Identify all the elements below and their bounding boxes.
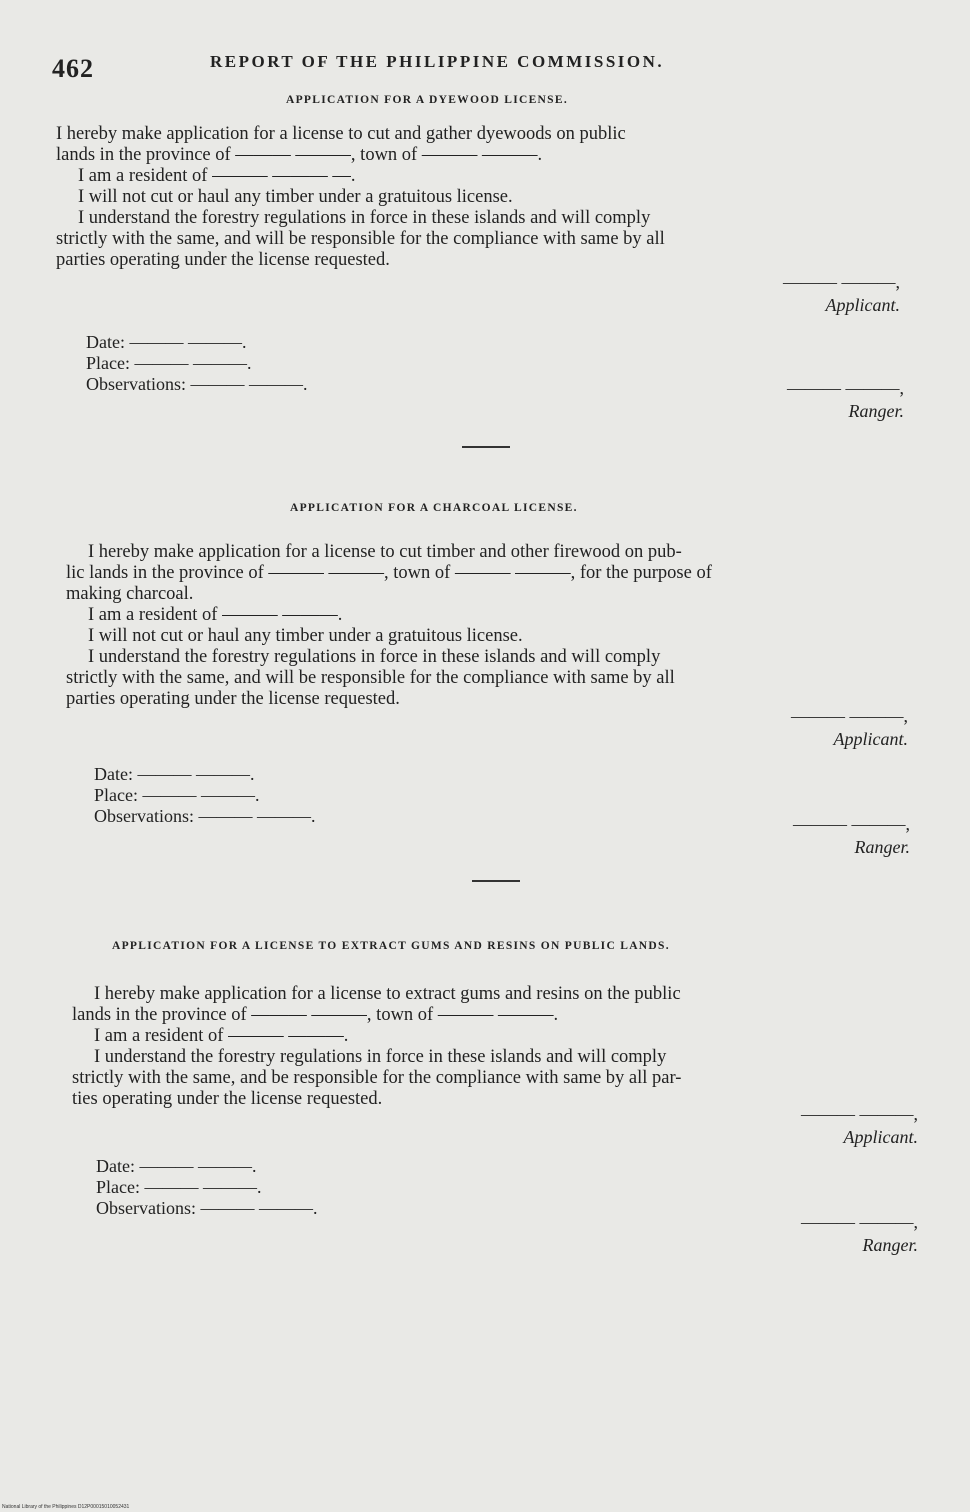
ranger-label: Ranger. xyxy=(854,837,910,857)
applicant-signature xyxy=(801,1104,918,1148)
ranger-signature xyxy=(787,378,904,422)
applicant-blank: ——— ———, xyxy=(783,272,900,292)
section-divider xyxy=(472,880,520,882)
section-body xyxy=(66,542,928,710)
body-line: I hereby make application for a license to extract gums and resins on the public xyxy=(94,984,681,1004)
scan-footer: National Library of the Philippines D12P00015010052431 xyxy=(2,1504,130,1510)
body-line: parties operating under the license requested. xyxy=(56,250,390,270)
place-field: Place: ——— ———. xyxy=(96,1177,262,1197)
page-header xyxy=(52,48,772,88)
body-line: I will not cut or haul any timber under a gratuitous license. xyxy=(88,626,523,646)
date-field: Date: ——— ———. xyxy=(96,1156,257,1176)
ranger-blank: ——— ———, xyxy=(787,378,904,398)
body-line: ties operating under the license requested. xyxy=(72,1089,383,1109)
body-line: I hereby make application for a license to cut and gather dyewoods on public xyxy=(56,124,626,144)
body-line: I understand the forestry regulations in force in these islands and will comply xyxy=(78,208,651,228)
section-body xyxy=(72,984,936,1110)
body-line: making charcoal. xyxy=(66,584,194,604)
ranger-signature xyxy=(801,1212,918,1256)
section-body xyxy=(56,124,918,271)
body-line: I am a resident of ——— ———. xyxy=(88,605,343,625)
body-line: strictly with the same, and will be responsible for the compliance with same by all xyxy=(56,229,665,249)
observations-field: Observations: ——— ———. xyxy=(86,374,308,394)
applicant-signature xyxy=(791,706,908,750)
body-line: I hereby make application for a license to cut timber and other firewood on pub- xyxy=(88,542,682,562)
section-title: APPLICATION FOR A DYEWOOD LICENSE. xyxy=(286,94,569,106)
page-number: 462 xyxy=(52,54,94,83)
ranger-label: Ranger. xyxy=(848,401,904,421)
ranger-blank: ——— ———, xyxy=(793,814,910,834)
applicant-signature xyxy=(783,272,900,316)
place-field: Place: ——— ———. xyxy=(86,353,252,373)
applicant-label: Applicant. xyxy=(843,1127,918,1147)
observations-field: Observations: ——— ———. xyxy=(96,1198,318,1218)
body-line: parties operating under the license requested. xyxy=(66,689,400,709)
observations-field: Observations: ——— ———. xyxy=(94,806,316,826)
body-line: lands in the province of ——— ———, town of ——— ———. xyxy=(72,1005,559,1025)
section-divider xyxy=(462,446,510,448)
applicant-label: Applicant. xyxy=(825,295,900,315)
body-line: I understand the forestry regulations in force in these islands and will comply xyxy=(94,1047,667,1067)
date-field: Date: ——— ———. xyxy=(86,332,247,352)
body-line: I understand the forestry regulations in force in these islands and will comply xyxy=(88,647,661,667)
body-line: strictly with the same, and be responsible for the compliance with same by all par- xyxy=(72,1068,682,1088)
applicant-blank: ——— ———, xyxy=(791,706,908,726)
ranger-blank: ——— ———, xyxy=(801,1212,918,1232)
running-title: REPORT OF THE PHILIPPINE COMMISSION. xyxy=(210,52,665,71)
body-line: I am a resident of ——— ——— —. xyxy=(78,166,356,186)
applicant-label: Applicant. xyxy=(833,729,908,749)
section-title: APPLICATION FOR A CHARCOAL LICENSE. xyxy=(290,502,578,514)
body-line: strictly with the same, and will be responsible for the compliance with same by all xyxy=(66,668,675,688)
applicant-blank: ——— ———, xyxy=(801,1104,918,1124)
place-field: Place: ——— ———. xyxy=(94,785,260,805)
ranger-signature xyxy=(793,814,910,858)
date-field: Date: ——— ———. xyxy=(94,764,255,784)
body-line: lic lands in the province of ——— ———, town of ——— ———, for the purpose of xyxy=(66,563,712,583)
body-line: lands in the province of ——— ———, town of ——— ———. xyxy=(56,145,543,165)
body-line: I will not cut or haul any timber under a gratuitous license. xyxy=(78,187,513,207)
ranger-label: Ranger. xyxy=(862,1235,918,1255)
section-title: APPLICATION FOR A LICENSE TO EXTRACT GUMS AND RESINS ON PUBLIC LANDS. xyxy=(112,940,670,952)
body-line: I am a resident of ——— ———. xyxy=(94,1026,349,1046)
